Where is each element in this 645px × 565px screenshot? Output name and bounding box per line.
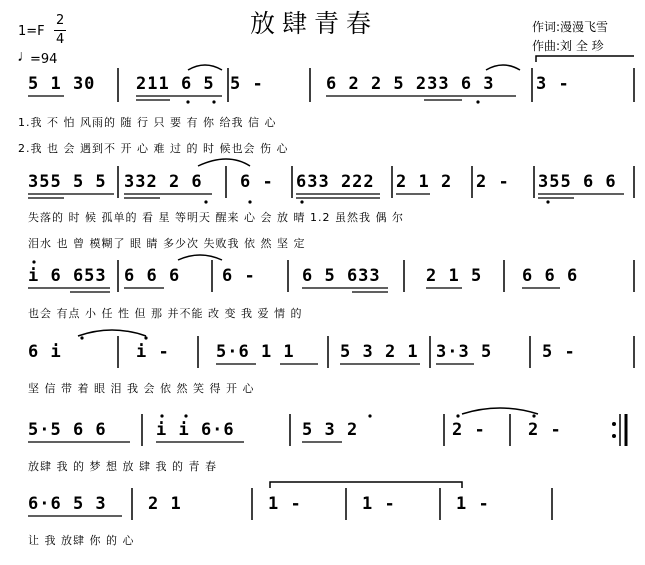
- measure-notes: 633 222: [296, 172, 375, 192]
- measure-notes: 6 6 6: [124, 266, 181, 286]
- measure-notes: 332 2 6: [124, 172, 203, 192]
- octave-dot: [476, 100, 479, 103]
- measure-notes: 3·3 5: [436, 342, 493, 362]
- octave-dot: [546, 200, 549, 203]
- tie: [462, 408, 538, 414]
- octave-dot: [80, 336, 83, 339]
- time-signature-bottom: 4: [56, 32, 65, 47]
- tie: [78, 330, 146, 336]
- measure-notes: 6 -: [240, 172, 274, 192]
- tempo-marking: =94: [30, 52, 58, 67]
- lyric-line: 1.我 不 怕 风雨的 随 行 只 要 有 你 给我 信 心: [18, 116, 277, 129]
- octave-dot: [456, 414, 459, 417]
- lyric-line: 失落的 时 候 孤单的 看 星 等明天 醒来 心 会 放 晴 1.2 虽然我 偶 尔: [28, 211, 404, 224]
- tie: [178, 255, 222, 260]
- measure-notes: 2 1 2: [396, 172, 453, 192]
- volta-bracket: [270, 482, 462, 488]
- measure-notes: 6 -: [222, 266, 256, 286]
- measure-notes: 5 -: [542, 342, 576, 362]
- measure-notes: 5·5 6 6: [28, 420, 107, 440]
- measure-notes: 5 3 2 1: [340, 342, 419, 362]
- measure-notes: 6·6 5 3: [28, 494, 107, 514]
- measure-notes: 2 1: [148, 494, 182, 514]
- measure-notes: 2 -: [476, 172, 510, 192]
- octave-dot: [300, 200, 303, 203]
- lyric-line: 坚 信 带 着 眼 泪 我 会 依 然 笑 得 开 心: [28, 382, 255, 395]
- measure-notes: i 6 653: [28, 266, 107, 286]
- octave-dot: [186, 100, 189, 103]
- tie: [188, 65, 222, 70]
- measure-notes: 1 -: [456, 494, 490, 514]
- tie: [198, 159, 250, 166]
- measure-notes: 2 -: [452, 420, 486, 440]
- measure-notes: i -: [136, 342, 170, 362]
- measure-notes: 6 6 6: [522, 266, 579, 286]
- octave-dot: [248, 200, 251, 203]
- measure-notes: 355 6 6: [538, 172, 617, 192]
- time-signature-top: 2: [56, 13, 65, 28]
- quarter-note-icon: ♩: [17, 48, 33, 65]
- measure-notes: 1 -: [268, 494, 302, 514]
- measure-notes: 6 2 2 5 233 6 3: [326, 74, 495, 94]
- measure-notes: 5 1 30: [28, 74, 96, 94]
- measure-notes: i i 6·6: [156, 420, 235, 440]
- measure-notes: 3 -: [536, 74, 570, 94]
- measure-notes: 5 -: [230, 74, 264, 94]
- octave-dot: [532, 414, 535, 417]
- measure-notes: 2 1 5: [426, 266, 483, 286]
- composer-credit: 作曲:刘 全 珍: [532, 39, 604, 53]
- lyric-line: 泪水 也 曾 模糊了 眼 睛 多少次 失败我 依 然 坚 定: [28, 237, 306, 250]
- tie: [486, 65, 520, 70]
- song-title: 放肆青春: [250, 9, 379, 38]
- measure-notes: 5 3 2: [302, 420, 359, 440]
- octave-dot: [160, 414, 163, 417]
- lyricist-credit: 作词:漫漫飞雪: [532, 20, 609, 34]
- measure-notes: 5·6 1 1: [216, 342, 295, 362]
- lyric-line: 也会 有点 小 任 性 但 那 并不能 改 变 我 爱 情 的: [28, 307, 303, 320]
- octave-dot: [368, 414, 371, 417]
- octave-dot: [212, 100, 215, 103]
- lyric-line: 放肆 我 的 梦 想 放 肆 我 的 青 春: [28, 460, 217, 473]
- measure-notes: 1 -: [362, 494, 396, 514]
- measure-notes: 211 6 5: [136, 74, 215, 94]
- measure-notes: 6 i: [28, 342, 62, 362]
- key-signature: 1=F: [18, 24, 45, 39]
- octave-dot: [184, 414, 187, 417]
- octave-dot: [32, 260, 35, 263]
- repeat-dot: [612, 422, 616, 426]
- measure-notes: 2 -: [528, 420, 562, 440]
- measure-notes: 6 5 633: [302, 266, 381, 286]
- lyric-line: 让 我 放肆 你 的 心: [28, 534, 135, 547]
- measure-notes: 355 5 5: [28, 172, 107, 192]
- octave-dot: [144, 336, 147, 339]
- volta-bracket: [536, 56, 634, 62]
- repeat-dot: [612, 434, 616, 438]
- lyric-line: 2.我 也 会 遇到不 开 心 难 过 的 时 候也会 伤 心: [18, 142, 289, 155]
- octave-dot: [204, 200, 207, 203]
